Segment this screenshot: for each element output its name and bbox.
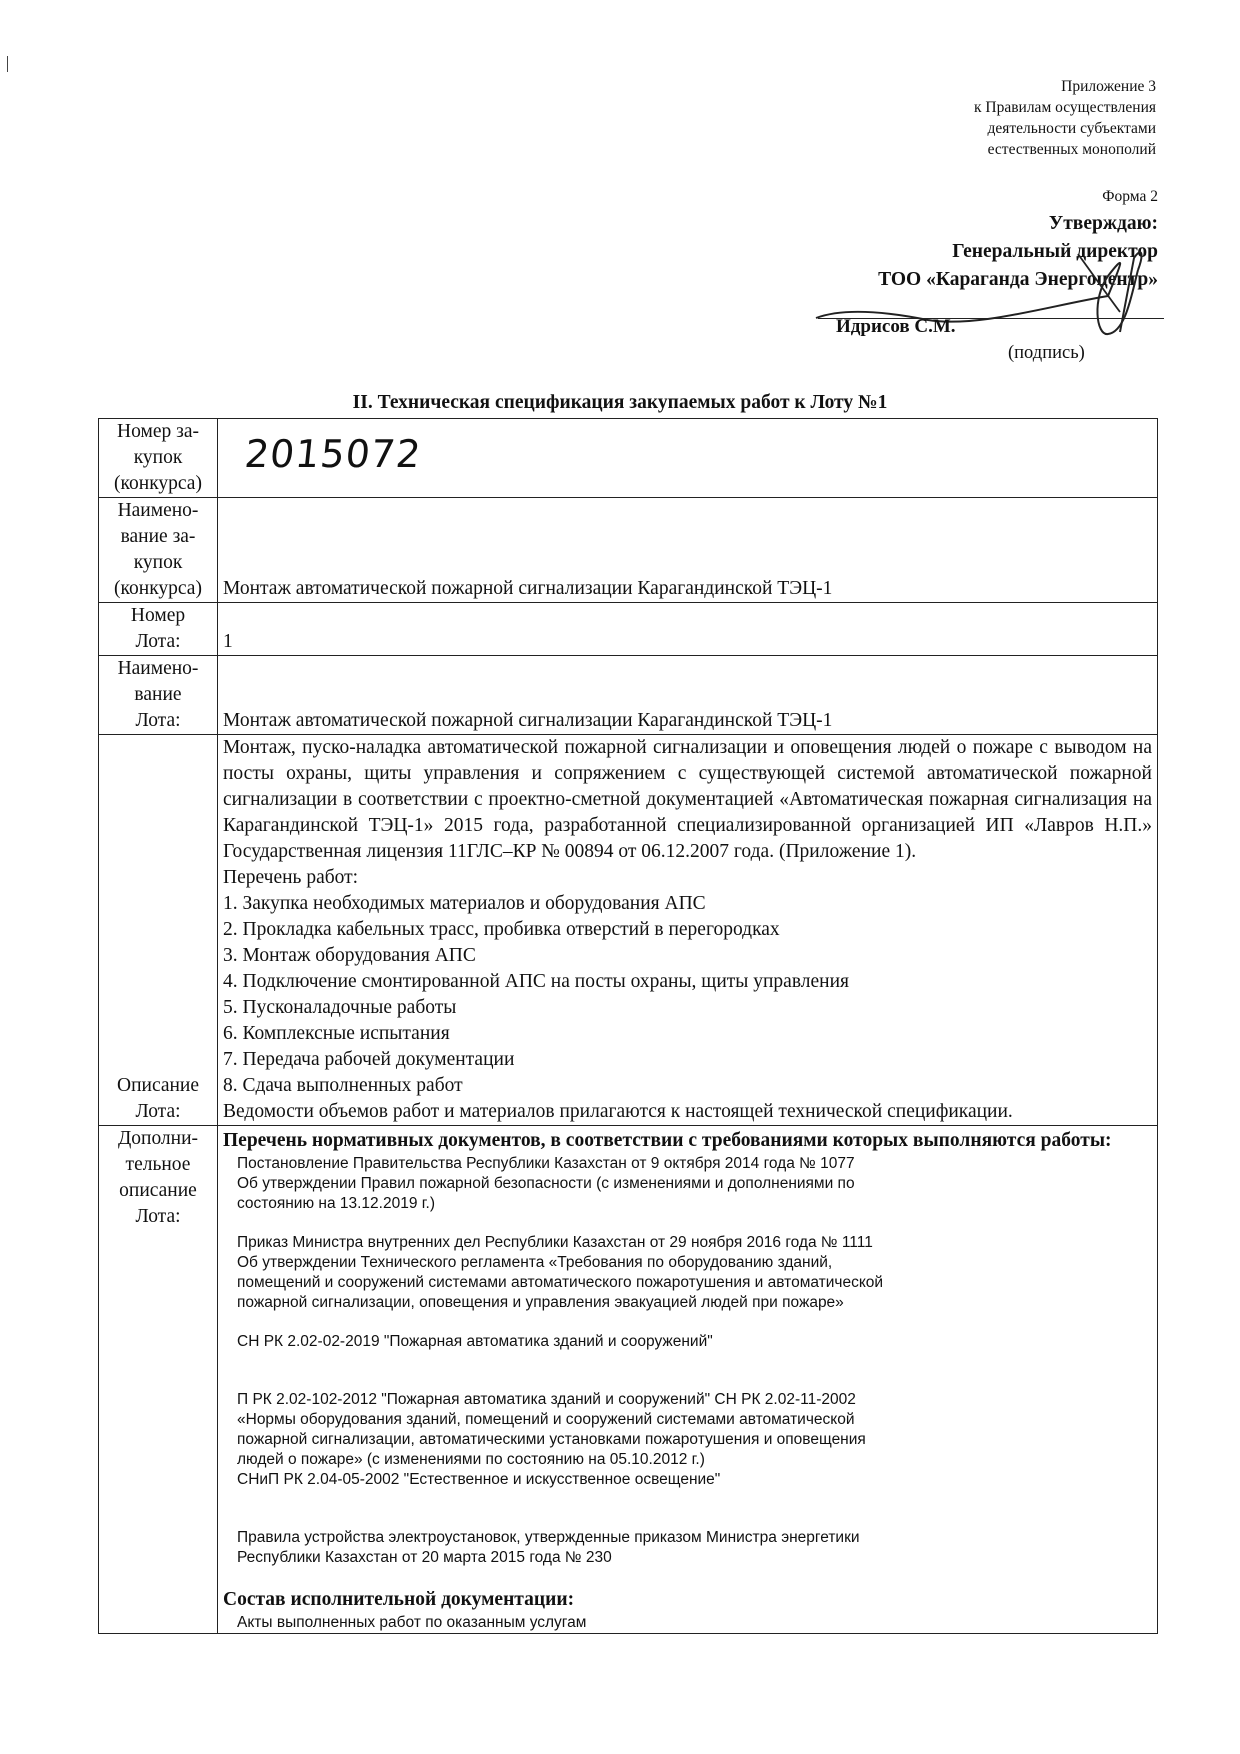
spacer bbox=[223, 1214, 1152, 1233]
lot-number-value: 1 bbox=[218, 603, 1158, 656]
work-item: 7. Передача рабочей документации bbox=[223, 1049, 515, 1070]
exec-docs-item: Акты выполненных работ по оказанным услугам bbox=[237, 1614, 587, 1631]
row-label: Наимено- вание Лота: bbox=[99, 656, 218, 735]
appendix-reference bbox=[974, 76, 1156, 160]
scan-margin-mark bbox=[7, 56, 8, 72]
approval-position: Генеральный директор bbox=[952, 241, 1158, 262]
approval-heading: Утверждаю: bbox=[1048, 213, 1158, 234]
work-item: 6. Комплексные испытания bbox=[223, 1023, 450, 1044]
spacer bbox=[223, 1352, 1152, 1390]
lot-name-value: Монтаж автоматической пожарной сигнализации Карагандинской ТЭЦ-1 bbox=[218, 656, 1158, 735]
norm-document: СН РК 2.02-02-2019 "Пожарная автоматика зданий и сооружений" bbox=[237, 1333, 713, 1350]
norms-heading: Перечень нормативных документов, в соответствии с требованиями которых выполняются работы: bbox=[223, 1130, 1112, 1151]
purchase-number-cell bbox=[218, 419, 1158, 498]
table-row bbox=[99, 1126, 1158, 1634]
lot-description-intro: Монтаж, пуско-наладка автоматической пожарной сигнализации и оповещения людей о пожаре с выводом на посты охраны, щиты управления и сопряжением с существующей системой автоматической пожарной сигнализации в соответствии с проектно-сметной документацией «Автоматическая пожарная сигнализация на Карагандинской ТЭЦ-1» 2015 года, разработанной специализированной организацией ИП «Лавров Н.П.» Государственная лицензия 11ГЛС–КР № 00894 от 06.12.2007 года. (Приложение 1). bbox=[223, 737, 1152, 862]
work-item: 1. Закупка необходимых материалов и оборудования АПС bbox=[223, 893, 706, 914]
spacer bbox=[223, 1568, 1152, 1587]
works-heading: Перечень работ: bbox=[223, 867, 359, 888]
purchase-number-handwritten: 2015072 bbox=[242, 432, 424, 476]
work-item: 4. Подключение смонтированной АПС на посты охраны, щиты управления bbox=[223, 971, 850, 992]
spacer bbox=[223, 1490, 1152, 1528]
signature-caption: (подпись) bbox=[1008, 343, 1085, 363]
purchase-name-value: Монтаж автоматической пожарной сигнализации Карагандинской ТЭЦ-1 bbox=[218, 498, 1158, 603]
signer-name: Идрисов С.М. bbox=[836, 316, 956, 337]
appendix-line: к Правилам осуществления bbox=[973, 99, 1156, 116]
work-item: 8. Сдача выполненных работ bbox=[223, 1075, 463, 1096]
spacer bbox=[223, 1313, 1152, 1332]
row-label: Описание Лота: bbox=[99, 735, 218, 1126]
lot-description-cell bbox=[218, 735, 1158, 1126]
work-item: 3. Монтаж оборудования АПС bbox=[223, 945, 476, 966]
specification-table bbox=[98, 418, 1158, 1634]
additional-description-cell bbox=[218, 1126, 1158, 1634]
lot-description-closing: Ведомости объемов работ и материалов прилагаются к настоящей технической спецификации. bbox=[223, 1101, 1013, 1122]
work-item: 5. Пусконаладочные работы bbox=[223, 997, 457, 1018]
table-row bbox=[99, 498, 1158, 603]
row-label: Наимено- вание за- купок (конкурса) bbox=[99, 498, 218, 603]
row-label: Номер Лота: bbox=[99, 603, 218, 656]
norm-document: Правила устройства электроустановок, утвержденные приказом Министра энергетики Республики Казахстан от 20 марта 2015 года № 230 bbox=[237, 1529, 860, 1566]
section-title: II. Техническая спецификация закупаемых работ к Лоту №1 bbox=[352, 392, 888, 413]
table-row bbox=[99, 656, 1158, 735]
table-row bbox=[99, 603, 1158, 656]
table-row bbox=[99, 419, 1158, 498]
work-item: 2. Прокладка кабельных трасс, пробивка отверстий в перегородках bbox=[223, 919, 780, 940]
approval-company: ТОО «Караганда Энергоцентр» bbox=[878, 269, 1158, 290]
appendix-line: естественных монополий bbox=[987, 141, 1156, 158]
form-number: Форма 2 bbox=[1102, 188, 1158, 205]
norm-document: Постановление Правительства Республики Казахстан от 9 октября 2014 года № 1077 Об утверждении Правил пожарной безопасности (с изменениями и дополнениями по состоянию на 13.12.2019 г.) bbox=[237, 1155, 855, 1212]
norm-document: П РК 2.02-102-2012 "Пожарная автоматика зданий и сооружений" СН РК 2.02-11-2002 «Нормы оборудования зданий, помещений и сооружений системами автоматической пожарной сигнализации, автоматическими установками пожаротушения и оповещения людей о пожаре» (с изменениями по состоянию на 05.10.2012 г.) СНиП РК 2.04-05-2002 "Естественное и искусственное освещение" bbox=[237, 1391, 866, 1488]
row-label: Номер за- купок (конкурса) bbox=[99, 419, 218, 498]
norm-document: Приказ Министра внутренних дел Республики Казахстан от 29 ноября 2016 года № 1111 Об утверждении Технического регламента «Требования по оборудованию зданий, помещений и сооружений системами автоматического пожаротушения и автоматической пожарной сигнализации, оповещения и управления эвакуацией людей при пожаре» bbox=[237, 1234, 884, 1311]
appendix-line: деятельности субъектами bbox=[987, 120, 1156, 137]
exec-docs-heading: Состав исполнительной документации: bbox=[223, 1589, 575, 1610]
table-row bbox=[99, 735, 1158, 1126]
appendix-line: Приложение 3 bbox=[1061, 78, 1156, 95]
row-label: Дополни- тельное описание Лота: bbox=[99, 1126, 218, 1634]
